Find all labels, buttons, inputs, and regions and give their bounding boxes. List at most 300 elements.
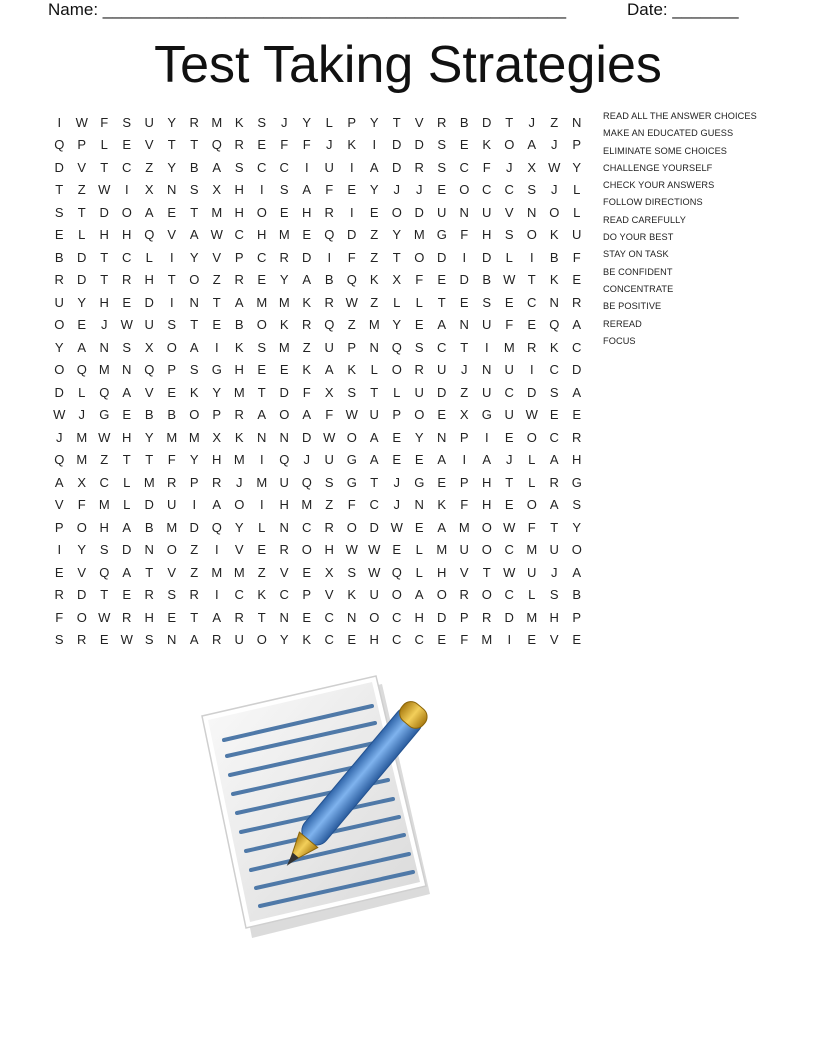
grid-letter: I	[192, 497, 197, 513]
grid-letter: D	[144, 294, 154, 310]
grid-letter: W	[323, 429, 336, 445]
grid-letter: I	[214, 542, 219, 558]
grid-letter: C	[392, 609, 402, 625]
grid-letter: F	[167, 452, 176, 468]
grid-letter: F	[527, 519, 536, 535]
grid-letter: I	[507, 632, 512, 648]
grid-letter: Q	[76, 362, 87, 378]
grid-letter: K	[347, 362, 357, 378]
grid-letter: O	[76, 519, 87, 535]
grid-letter: D	[122, 542, 132, 558]
grid-letter: R	[54, 272, 64, 288]
grid-letter: F	[77, 497, 86, 513]
grid-letter: Z	[370, 294, 379, 310]
grid-letter: O	[481, 542, 492, 558]
grid-letter: O	[459, 182, 470, 198]
grid-letter: Q	[211, 137, 222, 153]
grid-letter: F	[415, 272, 424, 288]
grid-letter: E	[527, 317, 537, 333]
grid-letter: X	[324, 564, 334, 580]
grid-letter: Q	[144, 227, 155, 243]
grid-letter: E	[504, 294, 514, 310]
grid-letter: E	[459, 137, 469, 153]
grid-letter: S	[54, 632, 64, 648]
grid-letter: W	[525, 407, 538, 423]
grid-letter: A	[189, 227, 199, 243]
grid-row	[48, 516, 588, 539]
grid-letter: X	[527, 159, 537, 175]
grid-letter: T	[145, 452, 154, 468]
grid-letter: N	[167, 182, 177, 198]
grid-letter: V	[144, 384, 154, 400]
grid-letter: F	[325, 407, 334, 423]
grid-letter: H	[482, 474, 492, 490]
grid-letter: T	[505, 114, 514, 130]
grid-letter: M	[436, 542, 448, 558]
grid-letter: E	[54, 564, 64, 580]
grid-letter: K	[549, 339, 559, 355]
word-list-item: CHALLENGE YOURSELF	[603, 162, 713, 173]
word-list-item: CONCENTRATE	[603, 283, 674, 294]
grid-letter: W	[53, 407, 66, 423]
grid-row	[48, 404, 588, 427]
grid-letter: W	[368, 564, 381, 580]
grid-letter: Q	[99, 384, 110, 400]
grid-letter: R	[212, 632, 222, 648]
grid-letter: E	[572, 407, 582, 423]
grid-letter: N	[279, 609, 289, 625]
word-list-item: ELIMINATE SOME CHOICES	[603, 145, 728, 156]
grid-letter: P	[167, 362, 177, 378]
grid-letter: A	[549, 452, 559, 468]
grid-letter: O	[76, 609, 87, 625]
grid-letter: O	[256, 317, 267, 333]
grid-letter: V	[549, 632, 559, 648]
grid-letter: A	[302, 182, 312, 198]
grid-letter: R	[414, 362, 424, 378]
grid-letter: X	[144, 339, 154, 355]
grid-letter: K	[347, 137, 357, 153]
grid-letter: R	[279, 542, 289, 558]
grid-letter: V	[77, 159, 87, 175]
grid-letter: S	[482, 294, 492, 310]
grid-letter: U	[279, 474, 289, 490]
grid-letter: I	[57, 114, 62, 130]
grid-letter: W	[368, 542, 381, 558]
grid-letter: K	[302, 362, 312, 378]
grid-letter: D	[482, 114, 492, 130]
grid-letter: I	[57, 542, 62, 558]
grid-letter: I	[259, 497, 264, 513]
grid-row	[48, 201, 588, 224]
grid-row	[48, 381, 588, 404]
grid-letter: T	[55, 182, 64, 198]
grid-letter: L	[123, 474, 131, 490]
grid-letter: T	[100, 159, 109, 175]
grid-letter: D	[279, 384, 289, 400]
grid-letter: N	[437, 429, 447, 445]
grid-letter: P	[302, 587, 312, 603]
grid-letter: D	[54, 384, 64, 400]
word-search-grid	[48, 111, 588, 651]
grid-letter: F	[347, 497, 356, 513]
grid-letter: T	[392, 249, 401, 265]
grid-letter: D	[347, 227, 357, 243]
grid-letter: Z	[190, 564, 199, 580]
grid-letter: I	[169, 294, 174, 310]
grid-letter: I	[259, 182, 264, 198]
word-list-item: CHECK YOUR ANSWERS	[603, 180, 715, 191]
grid-letter: Z	[347, 317, 356, 333]
grid-row	[48, 539, 588, 562]
grid-letter: O	[189, 272, 200, 288]
grid-letter: A	[302, 272, 312, 288]
grid-letter: D	[189, 519, 199, 535]
grid-letter: A	[437, 519, 447, 535]
grid-letter: S	[324, 474, 334, 490]
grid-letter: C	[549, 362, 559, 378]
grid-letter: P	[572, 609, 582, 625]
grid-letter: S	[54, 204, 64, 220]
grid-letter: I	[484, 429, 489, 445]
grid-letter: S	[549, 587, 559, 603]
grid-letter: Q	[99, 564, 110, 580]
grid-letter: W	[503, 564, 516, 580]
grid-letter: T	[527, 272, 536, 288]
grid-letter: M	[233, 564, 245, 580]
grid-letter: E	[392, 542, 402, 558]
grid-letter: A	[369, 429, 379, 445]
grid-letter: E	[437, 272, 447, 288]
grid-letter: C	[369, 497, 379, 513]
grid-letter: I	[462, 249, 467, 265]
grid-letter: E	[572, 632, 582, 648]
grid-letter: X	[77, 474, 87, 490]
word-list-item: REREAD	[603, 318, 642, 329]
grid-row	[48, 179, 588, 202]
word-list	[603, 108, 757, 350]
grid-letter: G	[571, 474, 582, 490]
grid-letter: X	[144, 182, 154, 198]
grid-letter: C	[504, 182, 514, 198]
grid-letter: L	[370, 362, 378, 378]
grid-letter: R	[189, 114, 199, 130]
grid-letter: P	[459, 609, 469, 625]
grid-letter: B	[144, 519, 154, 535]
grid-letter: F	[280, 137, 289, 153]
grid-letter: E	[572, 272, 582, 288]
grid-letter: P	[212, 407, 222, 423]
grid-letter: A	[54, 474, 64, 490]
grid-letter: D	[54, 159, 64, 175]
grid-letter: M	[278, 227, 290, 243]
grid-letter: Y	[369, 182, 379, 198]
grid-letter: Y	[77, 542, 87, 558]
grid-letter: O	[549, 204, 560, 220]
grid-letter: N	[99, 339, 109, 355]
grid-letter: C	[504, 542, 514, 558]
grid-letter: O	[279, 407, 290, 423]
grid-letter: Z	[100, 452, 109, 468]
grid-letter: S	[257, 339, 267, 355]
grid-letter: T	[505, 474, 514, 490]
grid-letter: E	[99, 632, 109, 648]
grid-letter: S	[549, 384, 559, 400]
grid-letter: W	[345, 407, 358, 423]
grid-letter: H	[234, 204, 244, 220]
grid-letter: P	[459, 429, 469, 445]
grid-letter: B	[324, 272, 334, 288]
grid-letter: J	[326, 137, 333, 153]
grid-letter: T	[392, 114, 401, 130]
grid-letter: U	[437, 362, 447, 378]
grid-letter: B	[54, 249, 64, 265]
grid-letter: O	[481, 519, 492, 535]
grid-letter: D	[437, 249, 447, 265]
grid-letter: L	[145, 249, 153, 265]
grid-row	[48, 134, 588, 157]
grid-letter: N	[347, 609, 357, 625]
grid-letter: E	[302, 227, 312, 243]
grid-letter: E	[414, 317, 424, 333]
grid-letter: P	[392, 407, 402, 423]
grid-letter: U	[54, 294, 64, 310]
grid-letter: M	[166, 429, 178, 445]
grid-row	[48, 471, 588, 494]
grid-letter: T	[190, 204, 199, 220]
grid-letter: M	[98, 497, 110, 513]
grid-letter: O	[414, 407, 425, 423]
grid-letter: E	[122, 137, 132, 153]
grid-letter: Y	[414, 429, 424, 445]
grid-letter: H	[257, 227, 267, 243]
grid-letter: G	[346, 452, 357, 468]
grid-letter: A	[572, 317, 582, 333]
grid-letter: G	[436, 227, 447, 243]
grid-row	[48, 561, 588, 584]
grid-letter: L	[415, 542, 423, 558]
grid-letter: A	[189, 632, 199, 648]
grid-letter: R	[527, 339, 537, 355]
grid-letter: T	[370, 474, 379, 490]
grid-letter: I	[484, 339, 489, 355]
grid-letter: U	[572, 227, 582, 243]
grid-letter: C	[459, 159, 469, 175]
grid-letter: L	[528, 587, 536, 603]
grid-letter: R	[234, 137, 244, 153]
grid-letter: O	[54, 362, 65, 378]
grid-letter: D	[437, 609, 447, 625]
grid-letter: C	[302, 519, 312, 535]
grid-letter: E	[392, 452, 402, 468]
grid-letter: E	[549, 407, 559, 423]
grid-letter: R	[572, 429, 582, 445]
grid-letter: P	[347, 339, 357, 355]
grid-letter: M	[76, 452, 88, 468]
grid-letter: A	[324, 362, 334, 378]
grid-row	[48, 336, 588, 359]
grid-letter: D	[414, 137, 424, 153]
grid-letter: S	[99, 542, 109, 558]
grid-letter: R	[167, 474, 177, 490]
grid-letter: N	[414, 497, 424, 513]
grid-letter: F	[482, 159, 491, 175]
grid-letter: L	[325, 114, 333, 130]
grid-row	[48, 314, 588, 337]
grid-letter: O	[504, 137, 515, 153]
grid-letter: U	[482, 384, 492, 400]
grid-letter: T	[77, 204, 86, 220]
grid-letter: D	[572, 362, 582, 378]
grid-letter: D	[482, 249, 492, 265]
grid-letter: S	[234, 159, 244, 175]
grid-letter: K	[347, 587, 357, 603]
grid-letter: H	[122, 429, 132, 445]
grid-letter: E	[279, 204, 289, 220]
grid-letter: Z	[460, 384, 469, 400]
grid-letter: W	[98, 429, 111, 445]
grid-letter: Z	[145, 159, 154, 175]
grid-letter: P	[347, 114, 357, 130]
grid-letter: U	[459, 542, 469, 558]
grid-row	[48, 606, 588, 629]
grid-letter: W	[345, 294, 358, 310]
grid-row	[48, 629, 588, 652]
grid-letter: O	[481, 587, 492, 603]
grid-letter: E	[167, 384, 177, 400]
grid-letter: F	[460, 632, 469, 648]
grid-letter: O	[256, 204, 267, 220]
grid-letter: A	[572, 564, 582, 580]
grid-letter: M	[233, 384, 245, 400]
grid-letter: K	[482, 137, 492, 153]
grid-letter: B	[189, 159, 199, 175]
grid-letter: M	[368, 317, 380, 333]
grid-letter: K	[549, 227, 559, 243]
grid-letter: F	[325, 182, 334, 198]
grid-letter: Y	[189, 452, 199, 468]
grid-letter: H	[279, 497, 289, 513]
grid-letter: L	[505, 249, 513, 265]
grid-row	[48, 359, 588, 382]
word-list-item: MAKE AN EDUCATED GUESS	[603, 128, 734, 139]
grid-letter: T	[212, 294, 221, 310]
grid-letter: R	[54, 587, 64, 603]
grid-letter: N	[279, 519, 289, 535]
grid-letter: T	[550, 519, 559, 535]
grid-letter: M	[211, 114, 223, 130]
grid-letter: M	[76, 429, 88, 445]
grid-letter: Q	[301, 474, 312, 490]
grid-letter: W	[548, 159, 561, 175]
grid-letter: M	[211, 204, 223, 220]
grid-letter: E	[347, 632, 357, 648]
grid-letter: U	[234, 632, 244, 648]
grid-letter: N	[144, 542, 154, 558]
grid-letter: H	[122, 227, 132, 243]
grid-letter: D	[392, 159, 402, 175]
grid-letter: S	[527, 182, 537, 198]
grid-row	[48, 246, 588, 269]
grid-letter: C	[392, 632, 402, 648]
grid-letter: P	[572, 137, 582, 153]
grid-letter: I	[124, 182, 129, 198]
grid-letter: X	[212, 429, 222, 445]
grid-letter: I	[304, 159, 309, 175]
grid-letter: C	[549, 429, 559, 445]
grid-letter: H	[99, 294, 109, 310]
grid-letter: T	[370, 384, 379, 400]
grid-row	[48, 269, 588, 292]
grid-letter: H	[144, 609, 154, 625]
grid-letter: O	[54, 317, 65, 333]
grid-letter: O	[256, 632, 267, 648]
grid-letter: H	[302, 204, 312, 220]
grid-letter: M	[256, 294, 268, 310]
word-list-item: FOLLOW DIRECTIONS	[603, 197, 703, 208]
grid-row	[48, 449, 588, 472]
grid-letter: S	[122, 114, 132, 130]
grid-letter: Z	[302, 339, 311, 355]
grid-letter: L	[415, 564, 423, 580]
grid-letter: O	[166, 542, 177, 558]
grid-letter: T	[482, 564, 491, 580]
grid-letter: W	[345, 542, 358, 558]
grid-letter: S	[279, 182, 289, 198]
grid-row	[48, 584, 588, 607]
grid-letter: K	[234, 339, 244, 355]
grid-letter: C	[257, 249, 267, 265]
grid-letter: E	[347, 182, 357, 198]
grid-letter: H	[414, 609, 424, 625]
grid-letter: A	[302, 407, 312, 423]
grid-letter: V	[77, 564, 87, 580]
grid-letter: N	[122, 362, 132, 378]
grid-letter: X	[392, 272, 402, 288]
grid-letter: W	[503, 519, 516, 535]
grid-letter: Z	[212, 272, 221, 288]
grid-letter: I	[349, 159, 354, 175]
grid-letter: O	[391, 587, 402, 603]
grid-letter: D	[369, 519, 379, 535]
grid-letter: D	[504, 609, 514, 625]
grid-letter: Y	[167, 159, 177, 175]
grid-letter: J	[506, 452, 513, 468]
grid-letter: V	[54, 497, 64, 513]
grid-letter: M	[143, 474, 155, 490]
grid-letter: N	[482, 362, 492, 378]
grid-letter: V	[459, 564, 469, 580]
grid-letter: I	[462, 452, 467, 468]
grid-letter: F	[302, 137, 311, 153]
grid-letter: S	[347, 564, 357, 580]
grid-letter: R	[279, 249, 289, 265]
grid-letter: R	[189, 587, 199, 603]
grid-letter: A	[369, 452, 379, 468]
grid-letter: L	[78, 227, 86, 243]
grid-letter: R	[549, 474, 559, 490]
grid-letter: N	[572, 114, 582, 130]
grid-letter: U	[144, 114, 154, 130]
grid-letter: T	[437, 294, 446, 310]
grid-letter: R	[234, 407, 244, 423]
grid-letter: K	[302, 294, 312, 310]
grid-letter: J	[461, 362, 468, 378]
grid-letter: U	[437, 204, 447, 220]
grid-letter: Q	[144, 362, 155, 378]
grid-row	[48, 494, 588, 517]
grid-letter: C	[279, 587, 289, 603]
